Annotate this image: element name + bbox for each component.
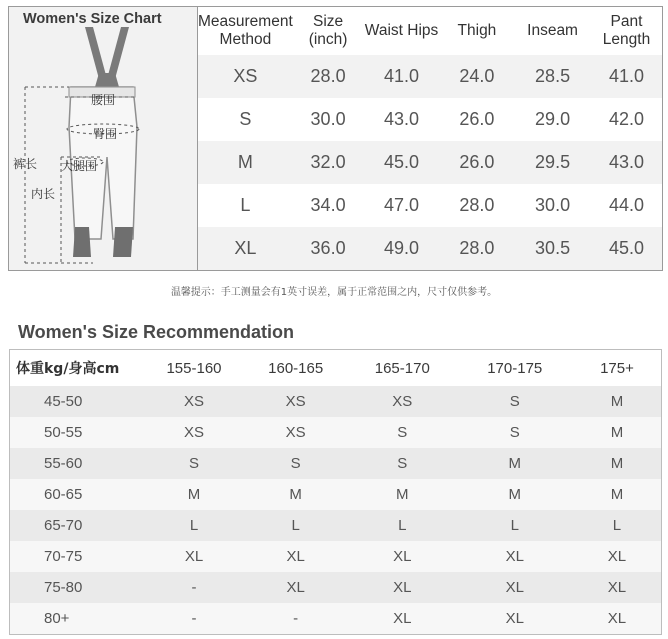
size-cell: M — [573, 386, 662, 417]
value-cell: 41.0 — [363, 55, 439, 98]
size-cell: XL — [457, 541, 573, 572]
value-cell: 45.0 — [363, 141, 439, 184]
size-chart-row — [198, 55, 662, 98]
weight-cell: 70-75 — [10, 541, 145, 572]
size-cell: S — [243, 448, 348, 479]
size-cell: M — [573, 417, 662, 448]
weight-cell: 60-65 — [10, 479, 145, 510]
weight-cell: 45-50 — [10, 386, 145, 417]
size-cell: S — [145, 448, 244, 479]
value-cell: 28.5 — [514, 55, 591, 98]
size-cell: XL — [198, 227, 293, 270]
value-cell: 47.0 — [363, 184, 439, 227]
value-cell: 43.0 — [591, 141, 662, 184]
header-height-range: 175+ — [573, 350, 662, 387]
size-cell: S — [348, 417, 457, 448]
size-cell: L — [457, 510, 573, 541]
value-cell: 30.5 — [514, 227, 591, 270]
recommendation-row — [10, 510, 662, 541]
pants-figure-panel — [9, 7, 198, 270]
recommendation-table — [9, 349, 662, 635]
recommendation-title: Women's Size Recommendation — [18, 322, 295, 342]
value-cell: 26.0 — [440, 141, 514, 184]
size-chart-row — [198, 98, 662, 141]
header-height-range: 155-160 — [145, 350, 244, 387]
value-cell: 24.0 — [440, 55, 514, 98]
size-chart-header-row — [198, 7, 662, 55]
size-cell: XL — [145, 541, 244, 572]
value-cell: 45.0 — [591, 227, 662, 270]
value-cell: 28.0 — [293, 55, 364, 98]
size-cell: - — [145, 572, 244, 603]
size-cell: XS — [145, 386, 244, 417]
size-cell: S — [348, 448, 457, 479]
size-chart-panel — [8, 6, 663, 271]
size-cell: XL — [573, 541, 662, 572]
measurement-note: 温馨提示：手工测量会有1英寸误差，属于正常范围之内，尺寸仅供参考。 — [170, 287, 498, 298]
value-cell: 43.0 — [363, 98, 439, 141]
size-chart-table — [198, 7, 662, 270]
size-cell: S — [457, 417, 573, 448]
hip-label: 臀围 — [93, 127, 118, 141]
header-height-range: 160-165 — [243, 350, 348, 387]
value-cell: 44.0 — [591, 184, 662, 227]
pant-length-label: 裤长 — [13, 157, 38, 171]
header-weight-height: 体重kg/身高cm — [10, 350, 145, 387]
size-cell: M — [457, 448, 573, 479]
header-measurement-method: Measurement Method — [198, 13, 293, 48]
value-cell: 30.0 — [514, 184, 591, 227]
size-cell: XL — [348, 541, 457, 572]
value-cell: 29.5 — [514, 141, 591, 184]
size-cell: M — [573, 448, 662, 479]
recommendation-row — [10, 448, 662, 479]
size-cell: XL — [243, 572, 348, 603]
size-cell: XS — [145, 417, 244, 448]
thigh-label: 大腿围 — [61, 159, 98, 173]
header-waist-hips: Waist Hips — [364, 22, 439, 40]
value-cell: 29.0 — [514, 98, 591, 141]
size-cell: L — [198, 184, 293, 227]
weight-cell: 80+ — [10, 603, 145, 635]
inseam-label: 内长 — [31, 187, 56, 201]
recommendation-row — [10, 541, 662, 572]
size-cell: XL — [457, 603, 573, 635]
header-height-range: 170-175 — [457, 350, 573, 387]
size-cell: - — [145, 603, 244, 635]
size-chart-row — [198, 141, 662, 184]
value-cell: 42.0 — [591, 98, 662, 141]
size-cell: M — [573, 479, 662, 510]
size-cell: XS — [243, 417, 348, 448]
size-cell: XS — [198, 55, 293, 98]
value-cell: 34.0 — [293, 184, 364, 227]
weight-cell: 55-60 — [10, 448, 145, 479]
size-cell: XS — [348, 386, 457, 417]
recommendation-header-row — [10, 350, 662, 387]
size-cell: M — [145, 479, 244, 510]
size-cell: XL — [457, 572, 573, 603]
weight-cell: 65-70 — [10, 510, 145, 541]
size-cell: S — [457, 386, 573, 417]
recommendation-row — [10, 479, 662, 510]
weight-cell: 50-55 — [10, 417, 145, 448]
value-cell: 36.0 — [293, 227, 364, 270]
size-chart-row — [198, 184, 662, 227]
weight-cell: 75-80 — [10, 572, 145, 603]
waist-label: 腰围 — [91, 93, 116, 107]
size-cell: L — [243, 510, 348, 541]
size-cell: XS — [243, 386, 348, 417]
value-cell: 32.0 — [293, 141, 364, 184]
size-cell: XL — [573, 603, 662, 635]
header-height-range: 165-170 — [348, 350, 457, 387]
header-inseam: Inseam — [527, 22, 578, 40]
header-size-inch: Size (inch) — [308, 13, 348, 48]
size-cell: L — [348, 510, 457, 541]
size-cell: M — [457, 479, 573, 510]
recommendation-row — [10, 417, 662, 448]
recommendation-row — [10, 572, 662, 603]
header-pant-length: Pant Length — [602, 13, 651, 48]
value-cell: 41.0 — [591, 55, 662, 98]
size-cell: L — [573, 510, 662, 541]
recommendation-row — [10, 386, 662, 417]
size-cell: M — [198, 141, 293, 184]
value-cell: 30.0 — [293, 98, 364, 141]
size-cell: XL — [348, 603, 457, 635]
size-cell: XL — [573, 572, 662, 603]
value-cell: 28.0 — [440, 184, 514, 227]
size-cell: M — [243, 479, 348, 510]
value-cell: 28.0 — [440, 227, 514, 270]
size-cell: M — [348, 479, 457, 510]
size-chart-row — [198, 227, 662, 270]
value-cell: 26.0 — [440, 98, 514, 141]
size-cell: - — [243, 603, 348, 635]
value-cell: 49.0 — [363, 227, 439, 270]
size-chart-title: Women's Size Chart — [23, 11, 162, 27]
size-cell: XL — [348, 572, 457, 603]
recommendation-row — [10, 603, 662, 635]
header-thigh: Thigh — [457, 22, 497, 40]
size-cell: S — [198, 98, 293, 141]
size-cell: L — [145, 510, 244, 541]
size-cell: XL — [243, 541, 348, 572]
